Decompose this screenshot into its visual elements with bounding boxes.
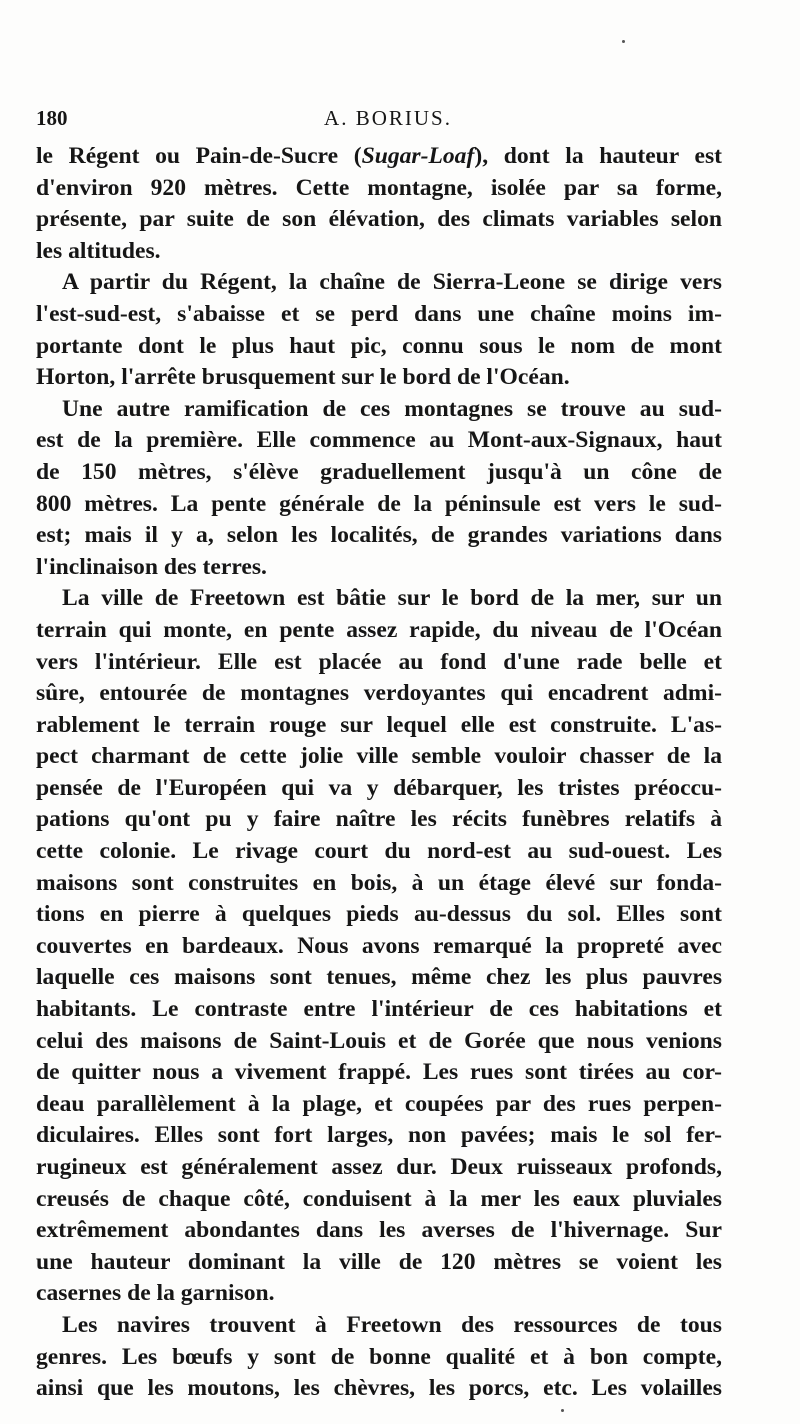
- text-line: est; mais il y a, selon les localités, de grandes variations dans: [36, 522, 722, 549]
- text-line: extrêmement abondantes dans les averses de l'hivernage. Sur: [36, 1217, 722, 1244]
- paper-speck: [561, 1409, 564, 1412]
- text-line: rugineux est généralement assez dur. Deux ruisseaux profonds,: [36, 1154, 722, 1180]
- text-line: les altitudes.: [36, 237, 161, 264]
- text-line: casernes de la garnison.: [36, 1280, 275, 1307]
- text-line: le Régent ou Pain-de-Sucre (Sugar-Loaf), dont la hauteur est: [36, 143, 722, 169]
- text-line: Horton, l'arrête brusquement sur le bord de l'Océan.: [36, 364, 570, 391]
- body-text: [36, 141, 722, 1405]
- text-line: 800 mètres. La pente générale de la péninsule est vers le sud-: [36, 490, 722, 517]
- text-line: maisons sont construites en bois, à un étage élevé sur fonda-: [36, 869, 722, 896]
- text-line: de quitter nous a vivement frappé. Les rues sont tirées au cor-: [36, 1059, 722, 1086]
- text-line: habitants. Le contraste entre l'intérieur de ces habitations et: [36, 996, 722, 1023]
- text-line: celui des maisons de Saint-Louis et de Gorée que nous venions: [36, 1027, 722, 1054]
- text-line: l'inclinaison des terres.: [36, 553, 267, 580]
- text-line: La ville de Freetown est bâtie sur le bord de la mer, sur un: [62, 585, 722, 612]
- page-number: 180: [36, 106, 68, 130]
- text-line: portante dont le plus haut pic, connu sous le nom de mont: [36, 332, 722, 359]
- text-line: tions en pierre à quelques pieds au-dessus du sol. Elles sont: [36, 901, 722, 928]
- text-line: creusés de chaque côté, conduisent à la mer les eaux pluviales: [36, 1185, 722, 1212]
- text-line: Une autre ramification de ces montagnes se trouve au sud-: [62, 395, 722, 422]
- text-line: pations qu'ont pu y faire naître les récits funèbres relatifs à: [36, 806, 722, 833]
- italic-term: Sugar-Loaf: [361, 143, 475, 169]
- text-line: pensée de l'Européen qui va y débarquer, les tristes préoccu-: [36, 774, 722, 801]
- text-line: Les navires trouvent à Freetown des ressources de tous: [62, 1311, 722, 1338]
- text-line: une hauteur dominant la ville de 120 mètres se voient les: [36, 1248, 722, 1275]
- text-line: A partir du Régent, la chaîne de Sierra-Leone se dirige vers: [62, 269, 722, 296]
- text-line: sûre, entourée de montagnes verdoyantes qui encadrent admi-: [36, 680, 722, 707]
- text-line: diculaires. Elles sont fort larges, non pavées; mais le sol fer-: [36, 1122, 722, 1149]
- text-line: rablement le terrain rouge sur lequel elle est construite. L'as-: [36, 711, 722, 738]
- paper-speck: [622, 40, 625, 43]
- running-head-author: A. BORIUS.: [324, 106, 452, 130]
- text-line: ainsi que les moutons, les chèvres, les porcs, etc. Les volailles: [36, 1375, 722, 1402]
- running-head: [36, 104, 740, 132]
- text-line: laquelle ces maisons sont tenues, même chez les plus pauvres: [36, 964, 722, 991]
- text-line: vers l'intérieur. Elle est placée au fond d'une rade belle et: [36, 648, 722, 675]
- text-line: de 150 mètres, s'élève graduellement jusqu'à un cône de: [36, 458, 722, 485]
- text-line: genres. Les bœufs y sont de bonne qualité et à bon compte,: [36, 1343, 722, 1370]
- text-line: couvertes en bardeaux. Nous avons remarqué la propreté avec: [36, 932, 722, 959]
- text-line: cette colonie. Le rivage court du nord-est au sud-ouest. Les: [36, 838, 722, 865]
- text-line: d'environ 920 mètres. Cette montagne, isolée par sa forme,: [36, 174, 722, 201]
- text-line: deau parallèlement à la plage, et coupées par des rues perpen-: [36, 1090, 722, 1117]
- text-line: l'est-sud-est, s'abaisse et se perd dans une chaîne moins im-: [36, 300, 722, 327]
- text-line: pect charmant de cette jolie ville semble vouloir chasser de la: [36, 743, 722, 770]
- text-line: présente, par suite de son élévation, des climats variables selon: [36, 206, 722, 233]
- text-line: terrain qui monte, en pente assez rapide, du niveau de l'Océan: [36, 616, 722, 643]
- text-line: est de la première. Elle commence au Mont-aux-Signaux, haut: [36, 427, 722, 454]
